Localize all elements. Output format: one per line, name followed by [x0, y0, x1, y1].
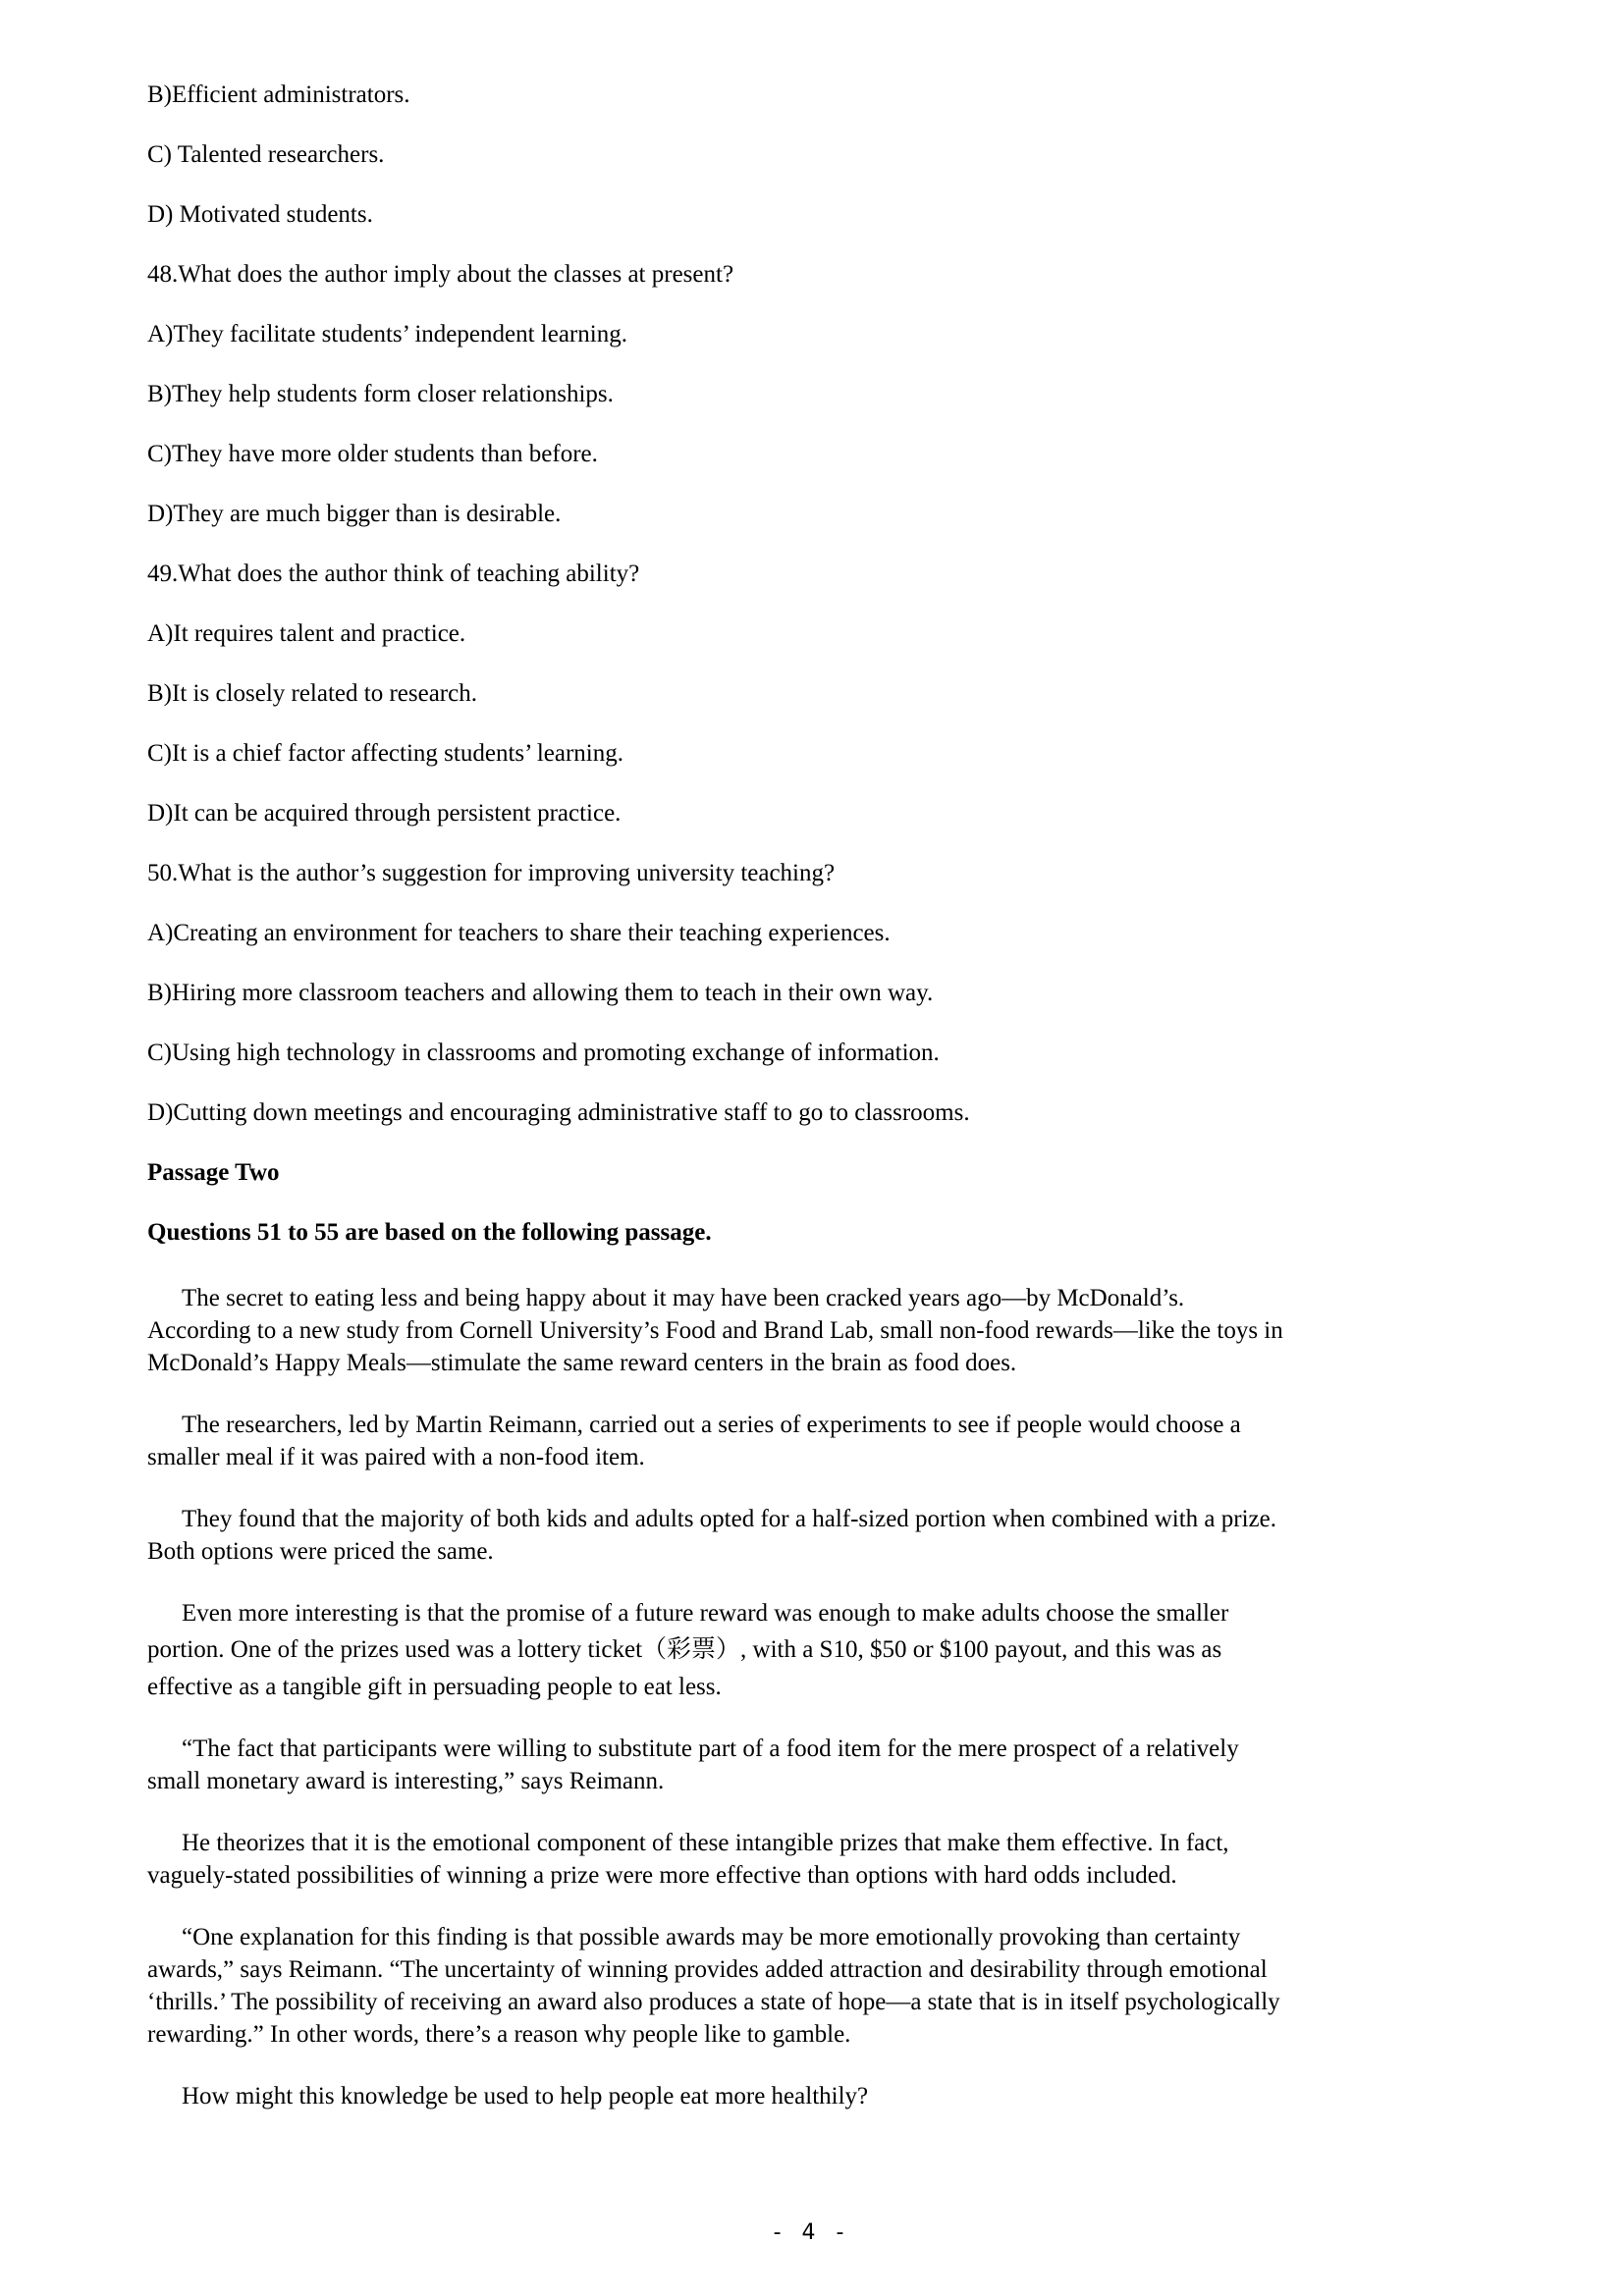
exam-line: D) Motivated students.	[147, 201, 373, 228]
questions-and-options-list	[147, 65, 1517, 1143]
passage-line: effective as a tangible gift in persuading people to eat less.	[147, 1674, 722, 1700]
passage-body	[147, 1282, 1517, 2112]
exam-line: C) Talented researchers.	[147, 141, 385, 168]
page-content	[147, 65, 1517, 2112]
passage-paragraph	[147, 1282, 1517, 1379]
exam-line: 50.What is the author’s suggestion for improving university teaching?	[147, 860, 836, 886]
exam-line: A)They facilitate students’ independent learning.	[147, 321, 627, 347]
passage-line: portion. One of the prizes used was a lottery ticket（彩票）, with a S10, $50 or $100 payout, and this was as	[147, 1636, 1222, 1663]
exam-line: D)They are much bigger than is desirable.	[147, 501, 562, 527]
passage-paragraph	[147, 1503, 1517, 1568]
exam-line: B)Efficient administrators.	[147, 81, 410, 108]
exam-line: 49.What does the author think of teaching ability?	[147, 561, 640, 587]
passage-line: small monetary award is interesting,” says Reimann.	[147, 1768, 665, 1794]
passage-paragraph	[147, 1921, 1517, 2051]
passage-line: vaguely-stated possibilities of winning a prize were more effective than options with hard odds included.	[147, 1862, 1177, 1889]
passage-paragraph	[147, 1597, 1517, 1703]
passage-line: ‘thrills.’ The possibility of receiving an award also produces a state of hope—a state that is in itself psychologically	[147, 1989, 1280, 2015]
passage-line: They found that the majority of both kids and adults opted for a half-sized portion when combined with a prize.	[182, 1506, 1276, 1532]
passage-line: McDonald’s Happy Meals—stimulate the same reward centers in the brain as food does.	[147, 1350, 1017, 1376]
passage-line: Both options were priced the same.	[147, 1538, 494, 1565]
passage-line: The secret to eating less and being happy about it may have been cracked years ago—by McDonald’s.	[182, 1285, 1185, 1311]
passage-paragraph	[147, 2080, 1517, 2112]
exam-line: D)Cutting down meetings and encouraging administrative staff to go to classrooms.	[147, 1099, 970, 1126]
passage-line: “The fact that participants were willing to substitute part of a food item for the mere prospect of a relatively	[182, 1735, 1239, 1762]
exam-line: D)It can be acquired through persistent practice.	[147, 800, 622, 827]
passage-paragraph	[147, 1409, 1517, 1473]
exam-line: C)It is a chief factor affecting students’ learning.	[147, 740, 623, 767]
passage-line: How might this knowledge be used to help people eat more healthily?	[182, 2083, 869, 2109]
exam-line: 48.What does the author imply about the classes at present?	[147, 261, 734, 288]
passage-line: awards,” says Reimann. “The uncertainty of winning provides added attraction and desirability through emotional	[147, 1956, 1268, 1983]
passage-intro: Questions 51 to 55 are based on the following passage.	[147, 1219, 712, 1246]
passage-line: rewarding.” In other words, there’s a reason why people like to gamble.	[147, 2021, 851, 2048]
passage-two-heading: Passage Two	[147, 1159, 280, 1186]
page-number: - 4 -	[773, 2220, 851, 2245]
exam-line: B)They help students form closer relationships.	[147, 381, 614, 407]
passage-line: He theorizes that it is the emotional component of these intangible prizes that make them effective. In fact,	[182, 1830, 1229, 1856]
passage-line: The researchers, led by Martin Reimann, carried out a series of experiments to see if people would choose a	[182, 1412, 1241, 1438]
passage-line: Even more interesting is that the promise of a future reward was enough to make adults choose the smaller	[182, 1600, 1229, 1627]
exam-line: A)It requires talent and practice.	[147, 620, 466, 647]
passage-paragraph	[147, 1827, 1517, 1892]
exam-line: B)Hiring more classroom teachers and allowing them to teach in their own way.	[147, 980, 934, 1006]
passage-line: smaller meal if it was paired with a non-food item.	[147, 1444, 645, 1470]
exam-line: A)Creating an environment for teachers to share their teaching experiences.	[147, 920, 891, 946]
passage-line: According to a new study from Cornell University’s Food and Brand Lab, small non-food rewards—like the toys in	[147, 1317, 1283, 1344]
passage-paragraph	[147, 1733, 1517, 1797]
passage-line: “One explanation for this finding is that possible awards may be more emotionally provoking than certainty	[182, 1924, 1241, 1950]
exam-line: B)It is closely related to research.	[147, 680, 477, 707]
exam-line: C)Using high technology in classrooms and promoting exchange of information.	[147, 1040, 940, 1066]
exam-line: C)They have more older students than before.	[147, 441, 598, 467]
